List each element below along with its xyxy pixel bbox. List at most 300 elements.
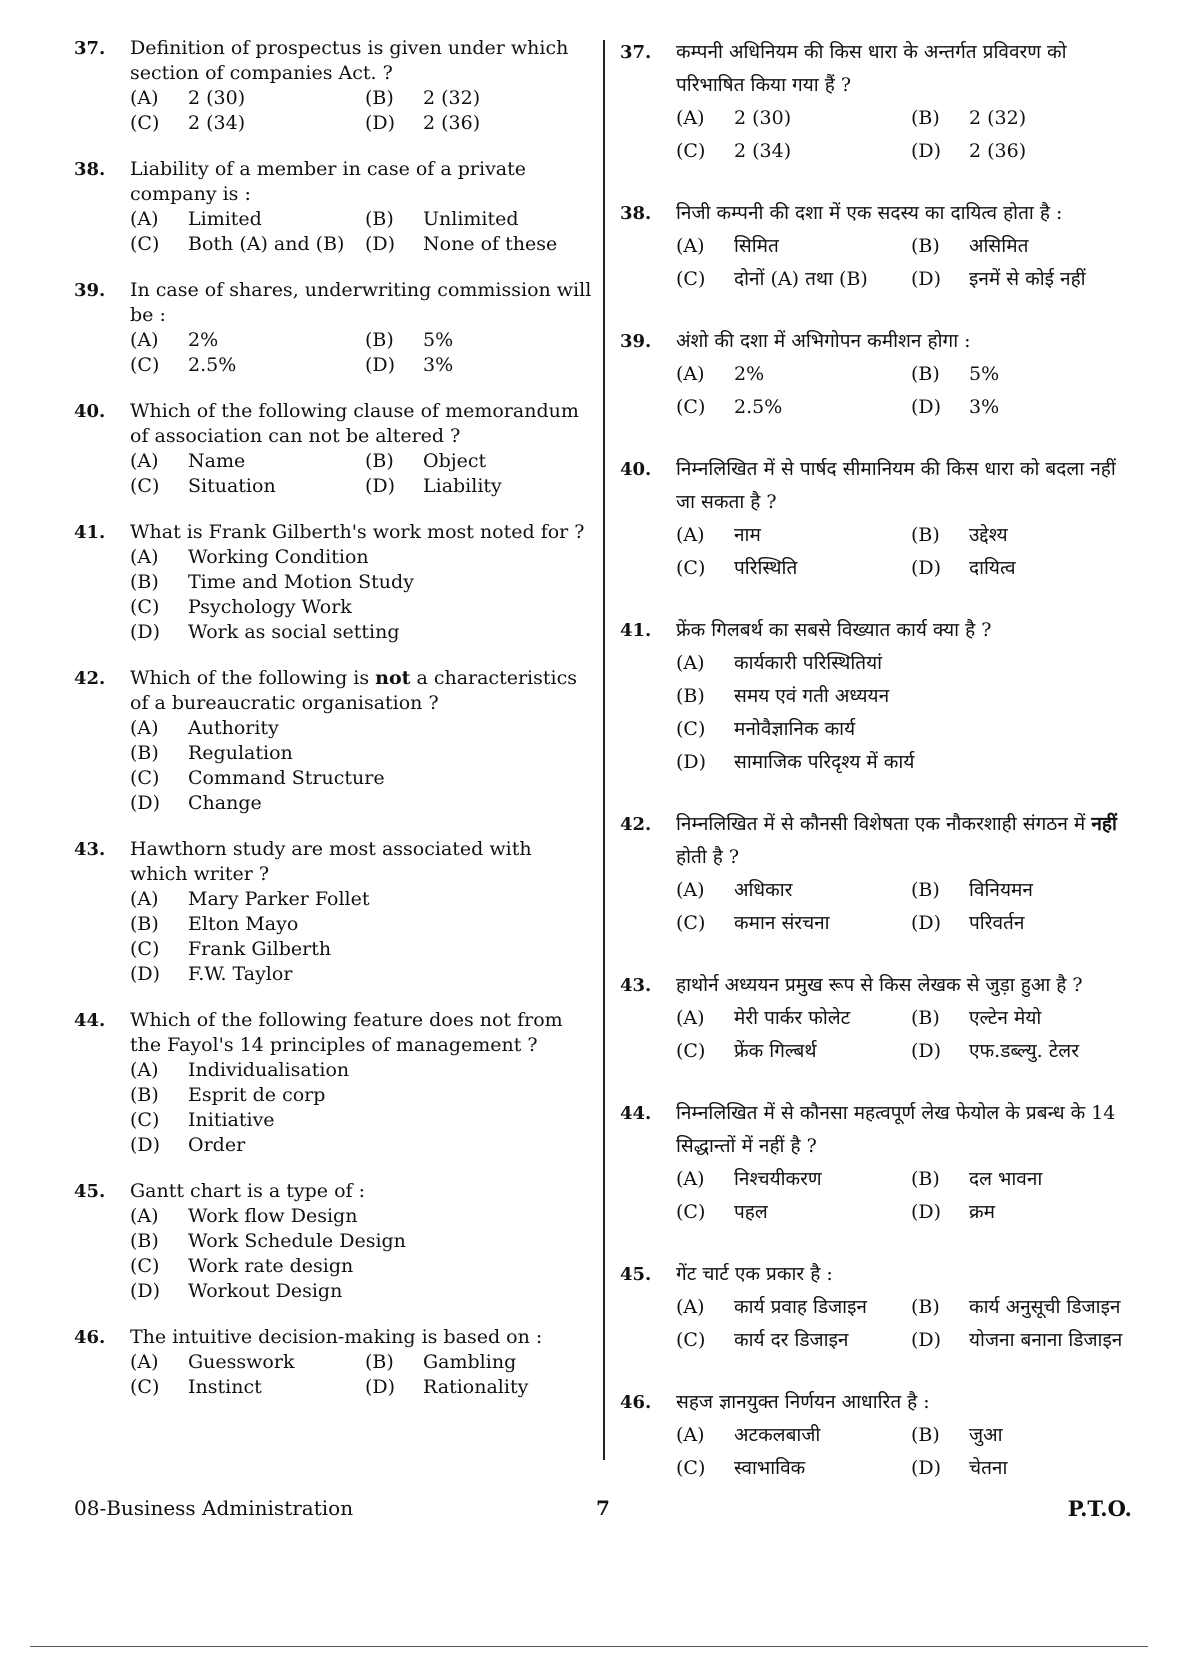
option-label: (D) bbox=[365, 354, 396, 376]
option-a bbox=[676, 874, 911, 907]
option-label: (A) bbox=[676, 1168, 705, 1190]
options-list bbox=[676, 1291, 1140, 1357]
question-text: Gantt chart is a type of : bbox=[130, 1180, 365, 1202]
question-text bbox=[676, 808, 1140, 874]
option-b bbox=[365, 207, 594, 232]
option-d bbox=[365, 111, 594, 136]
option-text: Work as social setting bbox=[188, 621, 400, 643]
question-body bbox=[676, 808, 1140, 940]
option-b bbox=[911, 230, 1140, 263]
question-text: Which of the following clause of memorandum of association can not be altered ? bbox=[130, 400, 579, 447]
options-list bbox=[130, 1350, 594, 1400]
option-text: उद्देश्य bbox=[969, 524, 1008, 546]
question-text: Hawthorn study are most associated with which writer ? bbox=[130, 838, 532, 885]
option-label: (C) bbox=[130, 354, 160, 376]
question-body bbox=[676, 1386, 1140, 1485]
option-text: 2 (34) bbox=[734, 140, 792, 162]
option-label: (A) bbox=[676, 235, 705, 257]
option-a bbox=[130, 716, 594, 741]
option-c bbox=[130, 1108, 594, 1133]
option-text: 2% bbox=[188, 329, 219, 351]
option-label: (C) bbox=[676, 1457, 706, 1479]
column-divider bbox=[603, 40, 605, 1460]
question-text: सहज ज्ञानयुक्त निर्णयन आधारित है : bbox=[676, 1391, 930, 1413]
option-text: परिवर्तन bbox=[969, 912, 1025, 934]
option-b bbox=[911, 874, 1140, 907]
question-text: Liability of a member in case of a private company is : bbox=[130, 158, 527, 205]
option-text: Esprit de corp bbox=[188, 1084, 326, 1106]
footer-subject: 08-Business Administration bbox=[74, 1496, 354, 1520]
option-label: (D) bbox=[911, 1329, 942, 1351]
option-label: (C) bbox=[130, 596, 160, 618]
option-label: (C) bbox=[676, 912, 706, 934]
question-41 bbox=[74, 520, 594, 645]
option-d bbox=[911, 1452, 1140, 1485]
question-41 bbox=[620, 614, 1140, 779]
option-text: Instinct bbox=[188, 1376, 262, 1398]
option-text: 2 (30) bbox=[188, 87, 246, 109]
option-label: (C) bbox=[676, 1201, 706, 1223]
option-text: Object bbox=[423, 450, 487, 472]
options-list bbox=[676, 874, 1140, 940]
options-list bbox=[130, 716, 594, 816]
option-d bbox=[130, 620, 594, 645]
question-42 bbox=[620, 808, 1140, 940]
question-body bbox=[130, 1325, 594, 1400]
option-label: (D) bbox=[365, 475, 396, 497]
question-text: Which of the following feature does not from the Fayol's 14 principles of management ? bbox=[130, 1009, 563, 1056]
option-text: Working Condition bbox=[188, 546, 369, 568]
option-label: (A) bbox=[676, 363, 705, 385]
option-d bbox=[911, 552, 1140, 585]
option-text: दल भावना bbox=[969, 1168, 1043, 1190]
option-c bbox=[130, 474, 365, 499]
option-d bbox=[911, 263, 1140, 296]
question-40 bbox=[74, 399, 594, 499]
option-d bbox=[911, 907, 1140, 940]
options-list bbox=[676, 647, 1140, 779]
option-text: कार्य प्रवाह डिजाइन bbox=[734, 1296, 867, 1318]
question-number: 37. bbox=[74, 38, 106, 59]
option-c bbox=[676, 391, 911, 424]
options-list bbox=[130, 1204, 594, 1304]
option-text: क्रम bbox=[969, 1201, 995, 1223]
options-list bbox=[130, 86, 594, 136]
option-text: 2 (36) bbox=[423, 112, 481, 134]
option-d bbox=[365, 232, 594, 257]
option-text: समय एवं गती अध्ययन bbox=[734, 685, 890, 707]
option-b bbox=[130, 1229, 594, 1254]
question-body bbox=[130, 1179, 594, 1304]
option-label: (B) bbox=[365, 208, 394, 230]
question-body bbox=[130, 399, 594, 499]
option-text: विनियमन bbox=[969, 879, 1033, 901]
option-text: 2 (30) bbox=[734, 107, 792, 129]
option-label: (B) bbox=[911, 1168, 940, 1190]
option-text: F.W. Taylor bbox=[188, 963, 293, 985]
option-b bbox=[365, 328, 594, 353]
option-d bbox=[365, 474, 594, 499]
option-label: (B) bbox=[911, 524, 940, 546]
options-list bbox=[130, 887, 594, 987]
option-d bbox=[365, 1375, 594, 1400]
option-text: 2 (32) bbox=[969, 107, 1027, 129]
option-label: (D) bbox=[365, 1376, 396, 1398]
option-label: (B) bbox=[676, 685, 705, 707]
option-label: (A) bbox=[130, 1205, 159, 1227]
question-text-emphasis: not bbox=[375, 667, 411, 689]
option-c bbox=[676, 135, 911, 168]
question-number: 46. bbox=[74, 1327, 106, 1348]
question-text: निम्नलिखित में से पार्षद सीमानियम की किस धारा को बदला नहीं जा सकता है ? bbox=[676, 458, 1116, 513]
question-body bbox=[676, 969, 1140, 1068]
option-a bbox=[130, 86, 365, 111]
option-label: (A) bbox=[676, 107, 705, 129]
option-c bbox=[676, 907, 911, 940]
question-number: 41. bbox=[620, 620, 652, 641]
option-d bbox=[365, 353, 594, 378]
question-body bbox=[130, 36, 594, 136]
option-b bbox=[365, 1350, 594, 1375]
page-number: 7 bbox=[596, 1496, 610, 1520]
option-label: (D) bbox=[911, 140, 942, 162]
option-label: (D) bbox=[130, 963, 161, 985]
option-label: (A) bbox=[676, 879, 705, 901]
option-text: Liability bbox=[423, 475, 502, 497]
question-46 bbox=[74, 1325, 594, 1400]
option-c bbox=[130, 111, 365, 136]
question-number: 44. bbox=[74, 1010, 106, 1031]
option-label: (A) bbox=[130, 546, 159, 568]
question-body bbox=[676, 1258, 1140, 1357]
option-d bbox=[911, 1324, 1140, 1357]
question-text-part: a characteristics of a bureaucratic organisation ? bbox=[130, 667, 577, 714]
option-label: (B) bbox=[365, 1351, 394, 1373]
option-label: (B) bbox=[130, 1230, 159, 1252]
option-text: Name bbox=[188, 450, 246, 472]
option-label: (D) bbox=[911, 1040, 942, 1062]
option-text: 2.5% bbox=[734, 396, 783, 418]
question-number: 40. bbox=[620, 459, 652, 480]
option-text: अधिकार bbox=[734, 879, 793, 901]
option-a bbox=[676, 519, 911, 552]
question-body bbox=[676, 36, 1140, 168]
option-label: (D) bbox=[676, 751, 707, 773]
option-text: Individualisation bbox=[188, 1059, 350, 1081]
option-text: Workout Design bbox=[188, 1280, 343, 1302]
question-number: 45. bbox=[74, 1181, 106, 1202]
option-label: (B) bbox=[911, 1296, 940, 1318]
option-text: 2% bbox=[734, 363, 765, 385]
option-label: (D) bbox=[130, 1280, 161, 1302]
option-text: Order bbox=[188, 1134, 246, 1156]
question-38 bbox=[620, 197, 1140, 296]
options-list bbox=[676, 102, 1140, 168]
question-number: 45. bbox=[620, 1264, 652, 1285]
option-label: (A) bbox=[130, 208, 159, 230]
option-label: (C) bbox=[130, 1255, 160, 1277]
question-44 bbox=[620, 1097, 1140, 1229]
option-b bbox=[676, 680, 1140, 713]
option-text: 5% bbox=[969, 363, 1000, 385]
option-text: सिमित bbox=[734, 235, 779, 257]
option-label: (C) bbox=[676, 718, 706, 740]
question-body bbox=[676, 325, 1140, 424]
question-body bbox=[130, 837, 594, 987]
option-label: (D) bbox=[911, 557, 942, 579]
option-text: 2 (34) bbox=[188, 112, 246, 134]
question-text: निम्नलिखित में से कौनसा महत्वपूर्ण लेख फेयोल के प्रबन्ध के 14 सिद्धान्तों में नहीं है ? bbox=[676, 1102, 1116, 1157]
question-number: 43. bbox=[74, 839, 106, 860]
option-a bbox=[676, 1291, 911, 1324]
option-label: (A) bbox=[130, 888, 159, 910]
option-a bbox=[130, 207, 365, 232]
question-37 bbox=[620, 36, 1140, 168]
option-label: (B) bbox=[365, 87, 394, 109]
option-text: Both (A) and (B) bbox=[188, 233, 345, 255]
option-a bbox=[130, 449, 365, 474]
question-text-part: होती है ? bbox=[676, 846, 740, 868]
option-a bbox=[676, 358, 911, 391]
option-label: (A) bbox=[130, 87, 159, 109]
option-d bbox=[676, 746, 1140, 779]
option-d bbox=[911, 1196, 1140, 1229]
option-label: (C) bbox=[130, 767, 160, 789]
option-text: दायित्व bbox=[969, 557, 1016, 579]
option-text: Unlimited bbox=[423, 208, 519, 230]
question-body bbox=[676, 614, 1140, 779]
option-label: (C) bbox=[130, 475, 160, 497]
option-c bbox=[130, 1254, 594, 1279]
question-text bbox=[130, 666, 594, 716]
option-text: जुआ bbox=[969, 1424, 1003, 1446]
question-text: अंशो की दशा में अभिगोपन कमीशन होगा : bbox=[676, 330, 971, 352]
english-column bbox=[74, 36, 594, 1421]
question-text-part: निम्नलिखित में से कौनसी विशेषता एक नौकरशाही संगठन में bbox=[676, 813, 1092, 835]
option-text: Work flow Design bbox=[188, 1205, 358, 1227]
option-label: (A) bbox=[130, 450, 159, 472]
option-text: एल्टेन मेयो bbox=[969, 1007, 1042, 1029]
option-label: (A) bbox=[676, 1424, 705, 1446]
option-text: कार्य दर डिजाइन bbox=[734, 1329, 849, 1351]
option-label: (B) bbox=[130, 571, 159, 593]
option-text: Initiative bbox=[188, 1109, 275, 1131]
option-b bbox=[365, 86, 594, 111]
option-b bbox=[130, 741, 594, 766]
option-text: 2 (36) bbox=[969, 140, 1027, 162]
options-list bbox=[676, 1419, 1140, 1485]
option-label: (B) bbox=[365, 329, 394, 351]
question-body bbox=[676, 197, 1140, 296]
question-body bbox=[130, 666, 594, 816]
option-text: Rationality bbox=[423, 1376, 529, 1398]
option-text: चेतना bbox=[969, 1457, 1008, 1479]
option-c bbox=[676, 713, 1140, 746]
option-text: नाम bbox=[734, 524, 761, 546]
question-44 bbox=[74, 1008, 594, 1158]
question-number: 38. bbox=[74, 159, 106, 180]
option-text: Time and Motion Study bbox=[188, 571, 414, 593]
option-text: Mary Parker Follet bbox=[188, 888, 370, 910]
option-label: (A) bbox=[676, 1296, 705, 1318]
option-c bbox=[130, 595, 594, 620]
option-text: दोनों (A) तथा (B) bbox=[734, 268, 868, 290]
options-list bbox=[130, 207, 594, 257]
option-label: (C) bbox=[676, 268, 706, 290]
option-a bbox=[676, 230, 911, 263]
option-c bbox=[130, 232, 365, 257]
option-label: (B) bbox=[911, 107, 940, 129]
option-label: (C) bbox=[130, 112, 160, 134]
option-label: (D) bbox=[911, 268, 942, 290]
option-text: इनमें से कोई नहीं bbox=[969, 268, 1086, 290]
option-b bbox=[911, 102, 1140, 135]
option-text: एफ.डब्ल्यु. टेलर bbox=[969, 1040, 1079, 1062]
option-c bbox=[676, 1452, 911, 1485]
option-b bbox=[911, 1419, 1140, 1452]
question-38 bbox=[74, 157, 594, 257]
question-text: In case of shares, underwriting commission will be : bbox=[130, 279, 592, 326]
option-a bbox=[676, 647, 1140, 680]
option-text: योजना बनाना डिजाइन bbox=[969, 1329, 1123, 1351]
option-label: (B) bbox=[911, 235, 940, 257]
option-text: कार्यकारी परिस्थितियां bbox=[734, 652, 883, 674]
option-label: (C) bbox=[130, 1109, 160, 1131]
option-text: Situation bbox=[188, 475, 276, 497]
option-label: (C) bbox=[676, 557, 706, 579]
option-a bbox=[130, 887, 594, 912]
option-label: (C) bbox=[130, 938, 160, 960]
option-text: सामाजिक परिदृश्य में कार्य bbox=[734, 751, 915, 773]
options-list bbox=[676, 1163, 1140, 1229]
option-d bbox=[130, 1279, 594, 1304]
option-label: (C) bbox=[676, 140, 706, 162]
question-number: 44. bbox=[620, 1103, 652, 1124]
question-45 bbox=[620, 1258, 1140, 1357]
option-text: Authority bbox=[188, 717, 279, 739]
question-number: 43. bbox=[620, 975, 652, 996]
option-text: None of these bbox=[423, 233, 558, 255]
option-d bbox=[130, 1133, 594, 1158]
question-39 bbox=[620, 325, 1140, 424]
option-label: (D) bbox=[130, 1134, 161, 1156]
option-label: (D) bbox=[911, 396, 942, 418]
option-a bbox=[130, 545, 594, 570]
question-text: निजी कम्पनी की दशा में एक सदस्य का दायित्व होता है : bbox=[676, 202, 1063, 224]
option-c bbox=[130, 937, 594, 962]
option-label: (C) bbox=[130, 233, 160, 255]
question-body bbox=[130, 520, 594, 645]
options-list bbox=[130, 328, 594, 378]
option-label: (B) bbox=[130, 1084, 159, 1106]
question-text: The intuitive decision-making is based on : bbox=[130, 1326, 543, 1348]
question-text: गेंट चार्ट एक प्रकार है : bbox=[676, 1263, 833, 1285]
option-text: Work Schedule Design bbox=[188, 1230, 406, 1252]
options-list bbox=[676, 519, 1140, 585]
question-number: 38. bbox=[620, 203, 652, 224]
option-b bbox=[911, 358, 1140, 391]
option-label: (D) bbox=[911, 1457, 942, 1479]
option-c bbox=[130, 353, 365, 378]
option-text: Regulation bbox=[188, 742, 293, 764]
option-text: Limited bbox=[188, 208, 262, 230]
question-body bbox=[130, 278, 594, 378]
option-label: (D) bbox=[911, 912, 942, 934]
option-text: मनोवैज्ञानिक कार्य bbox=[734, 718, 856, 740]
options-list bbox=[676, 1002, 1140, 1068]
option-label: (A) bbox=[130, 1059, 159, 1081]
option-c bbox=[676, 552, 911, 585]
option-a bbox=[130, 1058, 594, 1083]
option-b bbox=[911, 1291, 1140, 1324]
option-label: (D) bbox=[130, 792, 161, 814]
hindi-column bbox=[620, 36, 1140, 1514]
option-label: (A) bbox=[676, 1007, 705, 1029]
question-43 bbox=[74, 837, 594, 987]
question-42 bbox=[74, 666, 594, 816]
option-text: Gambling bbox=[423, 1351, 517, 1373]
option-text: 5% bbox=[423, 329, 454, 351]
question-number: 39. bbox=[74, 280, 106, 301]
option-b bbox=[911, 1163, 1140, 1196]
question-45 bbox=[74, 1179, 594, 1304]
option-label: (C) bbox=[676, 1329, 706, 1351]
option-c bbox=[676, 1196, 911, 1229]
option-text: Change bbox=[188, 792, 262, 814]
option-c bbox=[676, 263, 911, 296]
option-label: (A) bbox=[676, 652, 705, 674]
option-label: (B) bbox=[365, 450, 394, 472]
question-body bbox=[130, 157, 594, 257]
option-a bbox=[130, 328, 365, 353]
option-b bbox=[130, 1083, 594, 1108]
option-b bbox=[130, 912, 594, 937]
option-d bbox=[130, 791, 594, 816]
option-label: (B) bbox=[130, 742, 159, 764]
option-text: कमान संरचना bbox=[734, 912, 830, 934]
option-a bbox=[676, 102, 911, 135]
option-text: 2 (32) bbox=[423, 87, 481, 109]
option-text: निश्चयीकरण bbox=[734, 1168, 822, 1190]
question-text-part: Which of the following is bbox=[130, 667, 376, 689]
question-40 bbox=[620, 453, 1140, 585]
bottom-rule bbox=[30, 1646, 1148, 1647]
option-label: (D) bbox=[130, 621, 161, 643]
option-c bbox=[130, 1375, 365, 1400]
question-number: 42. bbox=[620, 814, 652, 835]
option-d bbox=[911, 135, 1140, 168]
option-text: Psychology Work bbox=[188, 596, 352, 618]
option-b bbox=[130, 570, 594, 595]
option-text: Elton Mayo bbox=[188, 913, 299, 935]
option-text: स्वाभाविक bbox=[734, 1457, 806, 1479]
option-a bbox=[676, 1163, 911, 1196]
question-46 bbox=[620, 1386, 1140, 1485]
option-text: फ्रेंक गिल्बर्थ bbox=[734, 1040, 817, 1062]
footer-pto: P.T.O. bbox=[1067, 1496, 1132, 1521]
option-label: (D) bbox=[911, 1201, 942, 1223]
option-b bbox=[911, 519, 1140, 552]
question-number: 46. bbox=[620, 1392, 652, 1413]
option-text: 3% bbox=[423, 354, 454, 376]
question-text-emphasis: नहीं bbox=[1091, 813, 1117, 835]
options-list bbox=[676, 358, 1140, 424]
option-label: (A) bbox=[130, 329, 159, 351]
option-a bbox=[676, 1002, 911, 1035]
option-c bbox=[676, 1035, 911, 1068]
option-text: परिस्थिति bbox=[734, 557, 798, 579]
option-label: (C) bbox=[130, 1376, 160, 1398]
